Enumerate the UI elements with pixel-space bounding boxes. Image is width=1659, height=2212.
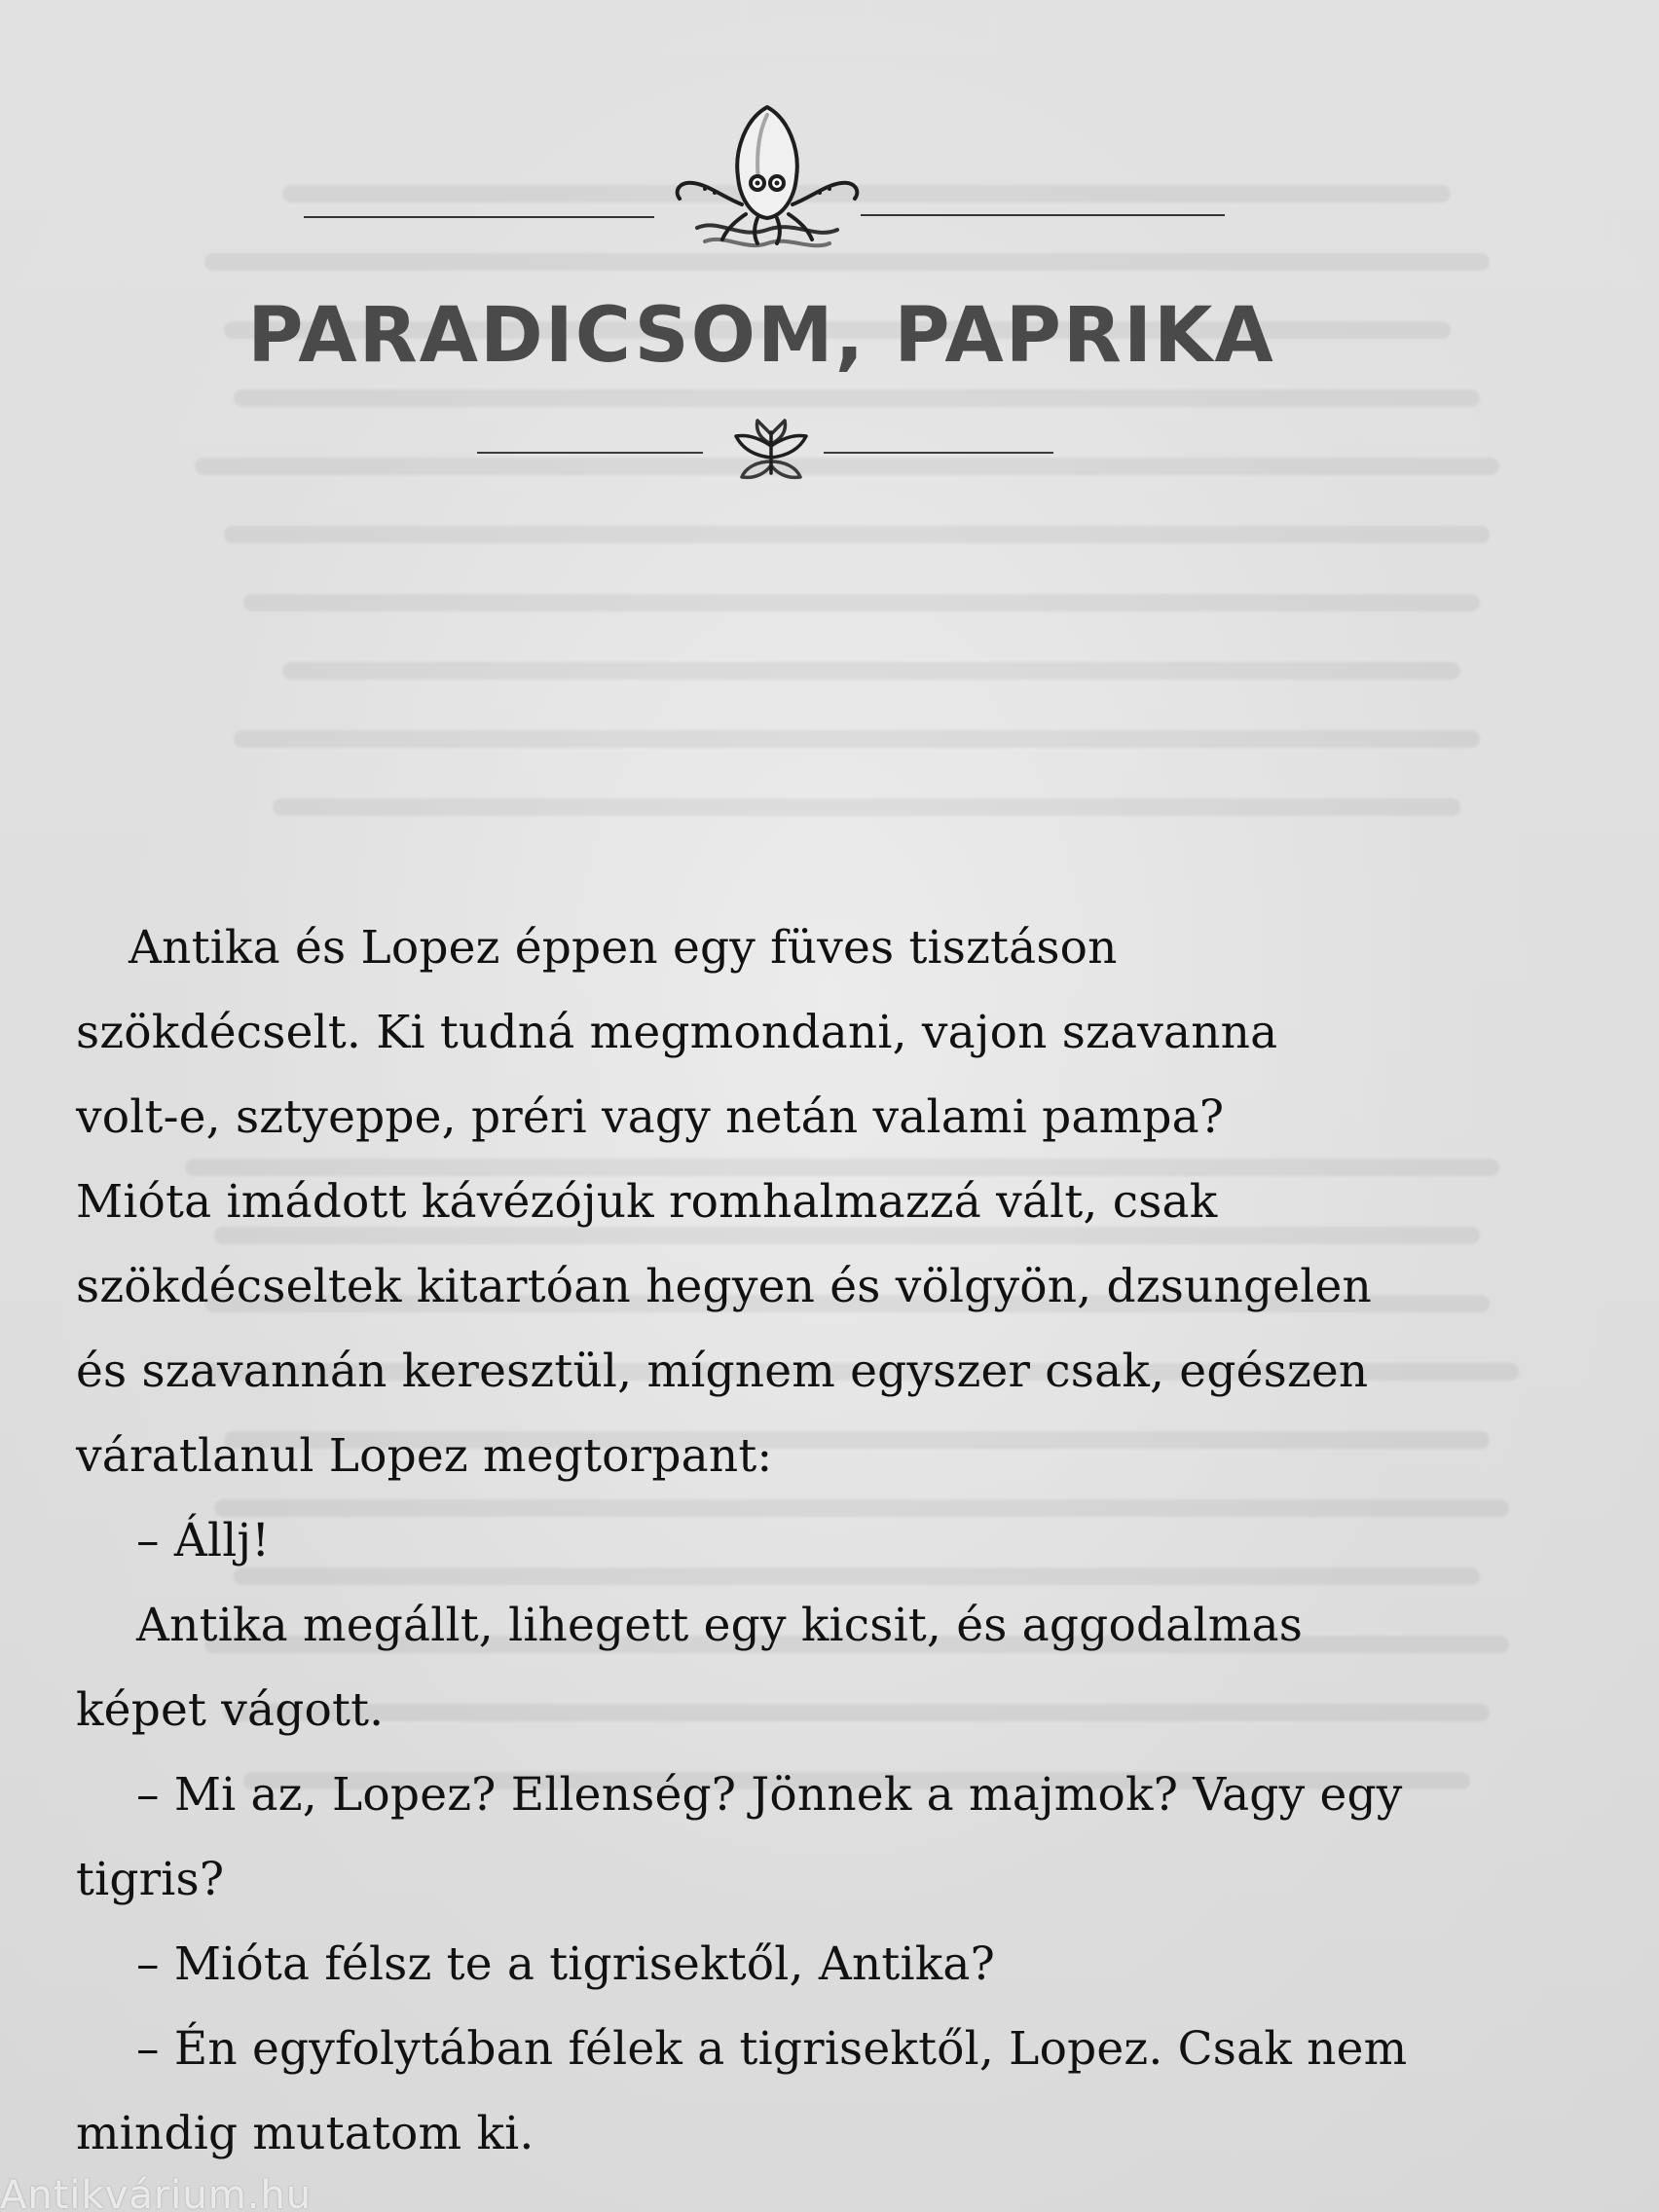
heading-rule-left	[304, 216, 654, 218]
ornament-rule-left	[477, 452, 703, 454]
chapter-body-text	[76, 905, 1507, 2176]
dialogue-line: – Mióta félsz te a tigrisektől, Antika?	[136, 1937, 996, 1991]
watermark-text: Antikvárium.hu	[0, 2173, 313, 2212]
leaf-ornament-icon	[713, 419, 830, 487]
ghost-line	[282, 662, 1460, 680]
paragraph-line: Mióta imádott kávézójuk romhalmazzá vált, csak	[76, 1175, 1218, 1229]
ornament-rule-right	[824, 452, 1053, 454]
paragraph-line: szökdécselt. Ki tudná megmondani, vajon szavanna	[76, 1006, 1278, 1059]
paragraph-line: Antika megállt, lihegett egy kicsit, és aggodalmas	[136, 1599, 1304, 1652]
chapter-title: PARADICSOM, PAPRIKA	[247, 292, 1275, 380]
chapter-heading	[0, 0, 1659, 545]
paragraph-line: mindig mutatom ki.	[76, 2107, 535, 2160]
dialogue-line: – Állj!	[136, 1514, 271, 1567]
ghost-line	[243, 594, 1480, 611]
paragraph-line: szökdécseltek kitartóan hegyen és völgyön, dzsungelen	[76, 1260, 1372, 1313]
dialogue-line: – Én egyfolytában félek a tigrisektől, Lopez. Csak nem	[136, 2022, 1408, 2076]
paragraph-line: tigris?	[76, 1853, 225, 1906]
heading-rule-right	[861, 214, 1225, 216]
ghost-line	[273, 798, 1460, 816]
paragraph-line: képet vágott.	[76, 1683, 385, 1737]
paragraph-line: Antika és Lopez éppen egy füves tisztáson	[129, 921, 1118, 975]
ghost-line	[234, 730, 1480, 748]
paragraph-line: volt-e, sztyeppe, préri vagy netán valami pampa?	[76, 1090, 1225, 1144]
squid-icon	[650, 93, 884, 259]
paragraph-line: váratlanul Lopez megtorpant:	[76, 1429, 773, 1483]
paragraph-line: és szavannán keresztül, mígnem egyszer csak, egészen	[76, 1345, 1369, 1398]
dialogue-line: – Mi az, Lopez? Ellenség? Jönnek a majmok? Vagy egy	[136, 1768, 1403, 1822]
